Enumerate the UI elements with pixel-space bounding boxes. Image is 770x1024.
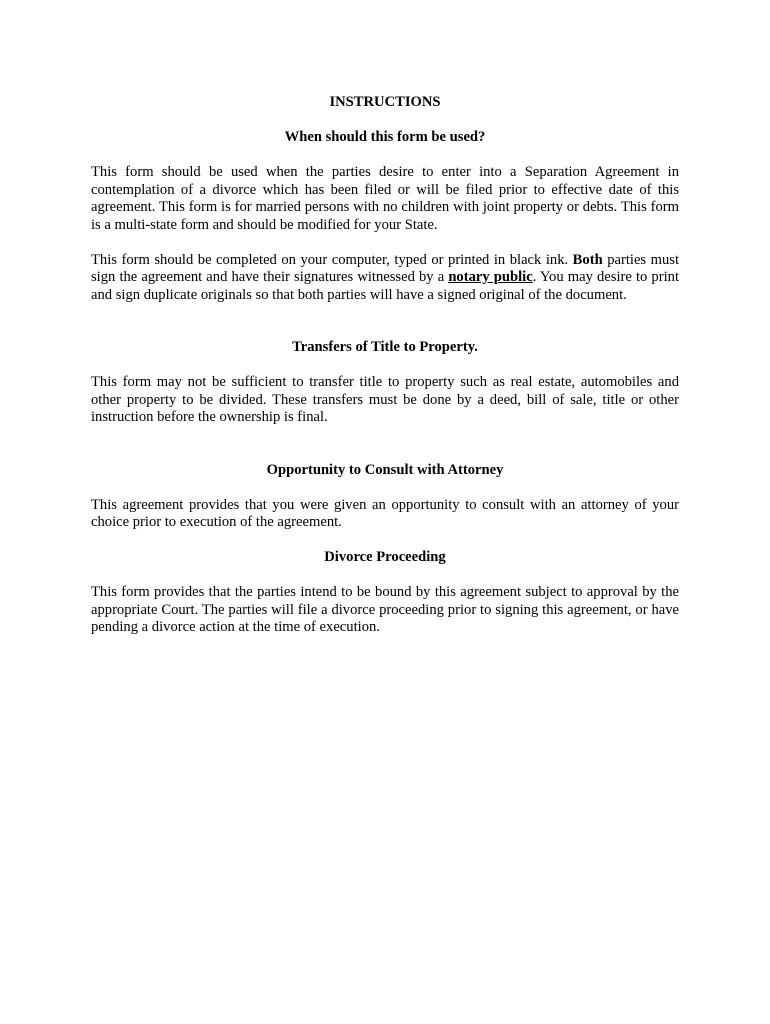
paragraph-when: This form should be used when the parties desire to enter into a Separation Agreement in contemplation of a divorce which has been filed or will be filed prior to effective date of this agreement. This form is for married persons with no children with joint property or debts. This form is a multi-state form and should be modified for your State. — [91, 164, 679, 233]
completion-both: Both — [572, 251, 603, 268]
notary-public-term: notary public — [448, 269, 533, 285]
completion-text-3: . You may desire to print and sign duplicate originals so that both parties will have a signed original of the document. — [91, 269, 679, 303]
section-heading-transfers: Transfers of Title to Property. — [292, 339, 478, 355]
completion-text-1: This form should be completed on your computer, typed or printed in black ink. — [91, 251, 573, 268]
page-title: INSTRUCTIONS — [329, 94, 441, 110]
document-page — [91, 94, 679, 637]
section-heading-divorce: Divorce Proceeding — [324, 549, 446, 565]
paragraph-completion — [91, 252, 679, 305]
paragraph-divorce: This form provides that the parties intend to be bound by this agreement subject to approval by the appropriate Court. The parties will file a divorce proceeding prior to signing this agreement, or have pending a divorce action at the time of execution. — [91, 584, 679, 635]
paragraph-transfers: This form may not be sufficient to transfer title to property such as real estate, automobiles and other property to be divided. These transfers must be done by a deed, bill of sale, title or other instruction before the ownership is final. — [91, 374, 679, 425]
paragraph-consult: This agreement provides that you were given an opportunity to consult with an attorney of your choice prior to execution of the agreement. — [91, 496, 679, 530]
section-heading-consult: Opportunity to Consult with Attorney — [266, 461, 504, 478]
completion-text-2: parties must sign the agreement and have their signatures witnessed by a — [91, 251, 679, 285]
section-heading-when: When should this form be used? — [284, 129, 486, 145]
